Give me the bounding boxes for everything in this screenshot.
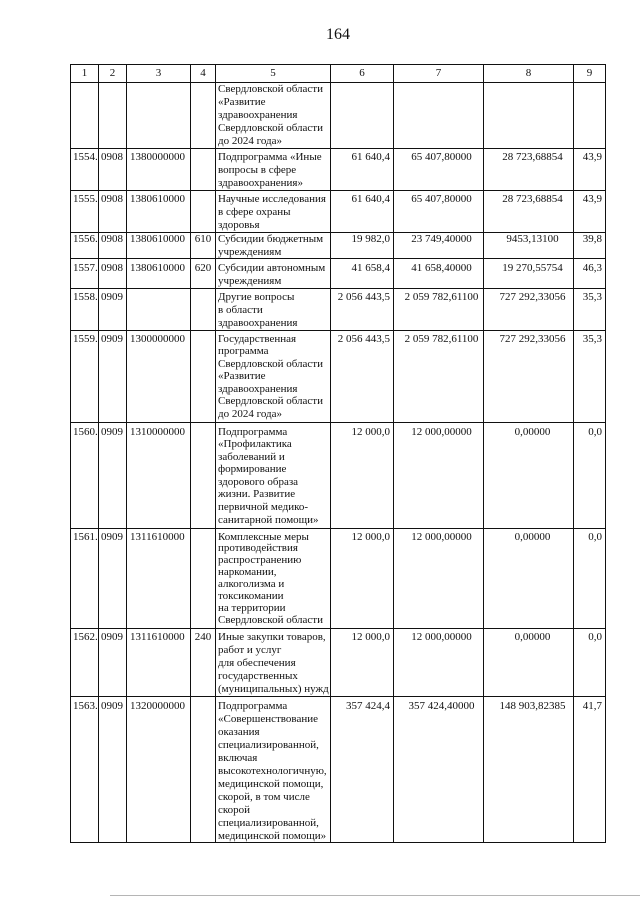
col-9-percent-cell: 35,3 — [574, 331, 606, 422]
target-article-cell: 1320000000 — [127, 697, 191, 842]
table-header-row — [71, 65, 606, 83]
table-row — [71, 83, 606, 149]
header-col-5: 5 — [216, 65, 331, 82]
col-7-amount-cell: 2 059 782,61100 — [394, 289, 484, 330]
col-8-amount-cell — [484, 83, 574, 148]
col-8-amount-cell: 28 723,68854 — [484, 149, 574, 190]
col-8-amount-cell: 0,00000 — [484, 423, 574, 528]
target-article-cell — [127, 289, 191, 330]
col-9-percent-cell: 0,0 — [574, 529, 606, 628]
expense-type-cell — [191, 697, 216, 842]
target-article-cell: 1311610000 — [127, 629, 191, 696]
row-number-cell: 1559. — [71, 331, 99, 422]
row-number-cell: 1554. — [71, 149, 99, 190]
col-6-amount-cell: 12 000,0 — [331, 629, 394, 696]
row-number-cell — [71, 83, 99, 148]
table-row — [71, 629, 606, 697]
table-body — [71, 83, 606, 843]
section-code-cell: 0908 — [99, 233, 127, 258]
target-article-cell: 1380610000 — [127, 259, 191, 288]
col-9-percent-cell: 0,0 — [574, 423, 606, 528]
col-8-amount-cell: 0,00000 — [484, 629, 574, 696]
col-8-amount-cell: 148 903,82385 — [484, 697, 574, 842]
col-9-percent-cell: 46,3 — [574, 259, 606, 288]
table-row — [71, 423, 606, 529]
col-7-amount-cell: 65 407,80000 — [394, 149, 484, 190]
section-code-cell: 0909 — [99, 629, 127, 696]
section-code-cell: 0909 — [99, 529, 127, 628]
col-8-amount-cell: 9453,13100 — [484, 233, 574, 258]
section-code-cell: 0908 — [99, 191, 127, 232]
item-name-cell: Субсидии автономным учреждениям — [216, 259, 331, 288]
header-col-2: 2 — [99, 65, 127, 82]
item-name-cell: Свердловской области «Развитие здравоохранения Свердловской области до 2024 года» — [216, 83, 331, 148]
col-9-percent-cell: 39,8 — [574, 233, 606, 258]
item-name-cell: Подпрограмма «Профилактика заболеваний и формирование здорового образа жизни. Развитие первичной медико- санитарной помощи» — [216, 423, 331, 528]
table-row — [71, 529, 606, 629]
header-col-1: 1 — [71, 65, 99, 82]
table-row — [71, 289, 606, 331]
expense-type-cell: 610 — [191, 233, 216, 258]
col-9-percent-cell — [574, 83, 606, 148]
page-number: 164 — [326, 26, 350, 43]
section-code-cell: 0909 — [99, 697, 127, 842]
table-row — [71, 331, 606, 423]
item-name-cell: Другие вопросы в области здравоохранения — [216, 289, 331, 330]
row-number-cell: 1563. — [71, 697, 99, 842]
col-6-amount-cell: 41 658,4 — [331, 259, 394, 288]
item-name-cell: Подпрограмма «Совершенствование оказания специализированной, включая высокотехнологичную, медицинской помощи, скорой, в том числе скорой специализированной, медицинской помощи» — [216, 697, 331, 842]
expense-type-cell — [191, 331, 216, 422]
col-7-amount-cell: 12 000,00000 — [394, 529, 484, 628]
target-article-cell: 1380610000 — [127, 233, 191, 258]
col-6-amount-cell: 357 424,4 — [331, 697, 394, 842]
col-7-amount-cell: 65 407,80000 — [394, 191, 484, 232]
header-col-4: 4 — [191, 65, 216, 82]
col-8-amount-cell: 727 292,33056 — [484, 331, 574, 422]
row-number-cell: 1560. — [71, 423, 99, 528]
row-number-cell: 1556. — [71, 233, 99, 258]
expense-type-cell: 240 — [191, 629, 216, 696]
col-9-percent-cell: 0,0 — [574, 629, 606, 696]
col-8-amount-cell: 727 292,33056 — [484, 289, 574, 330]
col-6-amount-cell: 12 000,0 — [331, 529, 394, 628]
section-code-cell — [99, 83, 127, 148]
expense-type-cell — [191, 529, 216, 628]
header-col-3: 3 — [127, 65, 191, 82]
col-8-amount-cell: 0,00000 — [484, 529, 574, 628]
col-6-amount-cell: 12 000,0 — [331, 423, 394, 528]
row-number-cell: 1558. — [71, 289, 99, 330]
expense-type-cell — [191, 423, 216, 528]
col-7-amount-cell: 2 059 782,61100 — [394, 331, 484, 422]
col-7-amount-cell — [394, 83, 484, 148]
table-row — [71, 233, 606, 259]
table-row — [71, 191, 606, 233]
expense-type-cell: 620 — [191, 259, 216, 288]
col-7-amount-cell: 12 000,00000 — [394, 629, 484, 696]
col-6-amount-cell — [331, 83, 394, 148]
section-code-cell: 0908 — [99, 259, 127, 288]
section-code-cell: 0909 — [99, 289, 127, 330]
item-name-cell: Субсидии бюджетным учреждениям — [216, 233, 331, 258]
target-article-cell: 1380610000 — [127, 191, 191, 232]
target-article-cell: 1300000000 — [127, 331, 191, 422]
col-8-amount-cell: 19 270,55754 — [484, 259, 574, 288]
target-article-cell: 1311610000 — [127, 529, 191, 628]
expense-type-cell — [191, 191, 216, 232]
target-article-cell — [127, 83, 191, 148]
col-9-percent-cell: 43,9 — [574, 191, 606, 232]
table-row — [71, 259, 606, 289]
col-6-amount-cell: 2 056 443,5 — [331, 331, 394, 422]
col-6-amount-cell: 2 056 443,5 — [331, 289, 394, 330]
col-7-amount-cell: 23 749,40000 — [394, 233, 484, 258]
item-name-cell: Подпрограмма «Иные вопросы в сфере здравоохранения» — [216, 149, 331, 190]
item-name-cell: Комплексные меры противодействия распространению наркомании, алкоголизма и токсикомании на территории Свердловской области — [216, 529, 331, 628]
col-9-percent-cell: 41,7 — [574, 697, 606, 842]
expense-type-cell — [191, 289, 216, 330]
col-9-percent-cell: 43,9 — [574, 149, 606, 190]
col-6-amount-cell: 61 640,4 — [331, 149, 394, 190]
table-row — [71, 149, 606, 191]
col-7-amount-cell: 41 658,40000 — [394, 259, 484, 288]
row-number-cell: 1557. — [71, 259, 99, 288]
scan-edge-line — [110, 895, 640, 896]
section-code-cell: 0909 — [99, 331, 127, 422]
item-name-cell: Научные исследования в сфере охраны здоровья — [216, 191, 331, 232]
header-col-7: 7 — [394, 65, 484, 82]
row-number-cell: 1562. — [71, 629, 99, 696]
row-number-cell: 1561. — [71, 529, 99, 628]
header-col-8: 8 — [484, 65, 574, 82]
col-7-amount-cell: 12 000,00000 — [394, 423, 484, 528]
header-col-6: 6 — [331, 65, 394, 82]
header-col-9: 9 — [574, 65, 606, 82]
budget-table — [70, 64, 606, 843]
col-9-percent-cell: 35,3 — [574, 289, 606, 330]
section-code-cell: 0908 — [99, 149, 127, 190]
col-6-amount-cell: 61 640,4 — [331, 191, 394, 232]
table-row — [71, 697, 606, 843]
target-article-cell: 1380000000 — [127, 149, 191, 190]
item-name-cell: Иные закупки товаров, работ и услуг для обеспечения государственных (муниципальных) нужд — [216, 629, 331, 696]
expense-type-cell — [191, 149, 216, 190]
target-article-cell: 1310000000 — [127, 423, 191, 528]
col-6-amount-cell: 19 982,0 — [331, 233, 394, 258]
row-number-cell: 1555. — [71, 191, 99, 232]
expense-type-cell — [191, 83, 216, 148]
col-8-amount-cell: 28 723,68854 — [484, 191, 574, 232]
section-code-cell: 0909 — [99, 423, 127, 528]
col-7-amount-cell: 357 424,40000 — [394, 697, 484, 842]
item-name-cell: Государственная программа Свердловской области «Развитие здравоохранения Свердловской области до 2024 года» — [216, 331, 331, 422]
